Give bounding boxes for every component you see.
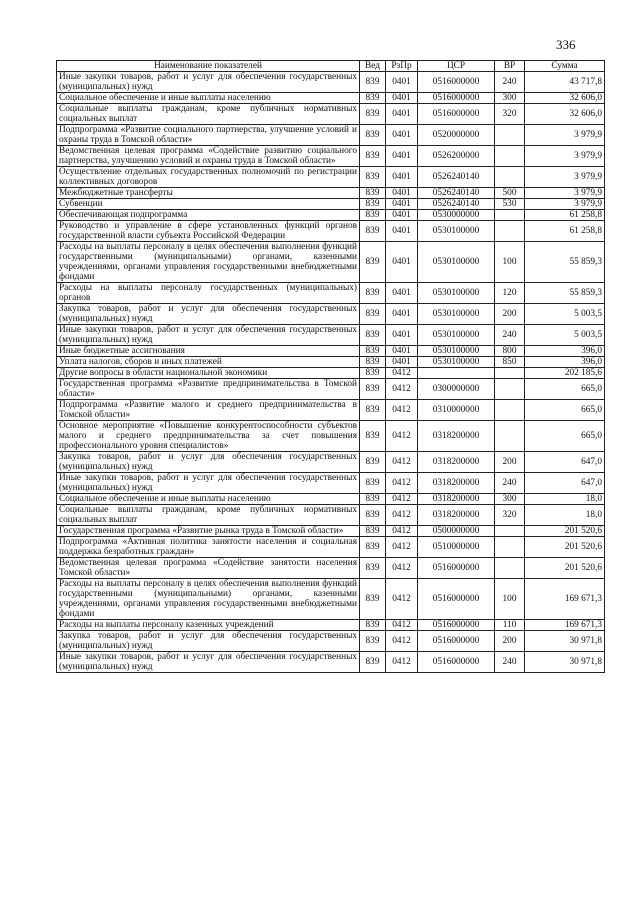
cell-csr: 0520000000: [418, 125, 495, 146]
cell-rzpr: 0412: [386, 400, 418, 421]
cell-name: Уплата налогов, сборов и иных платежей: [57, 357, 360, 368]
cell-csr: 0318200000: [418, 494, 495, 505]
table-row: [57, 652, 605, 673]
cell-csr: 0318200000: [418, 505, 495, 526]
cell-vr: 320: [495, 104, 525, 125]
cell-csr: 0526240140: [418, 188, 495, 199]
table-row: [57, 325, 605, 346]
cell-csr: 0516000000: [418, 579, 495, 620]
cell-sum: 3 979,9: [525, 167, 605, 188]
cell-vr: 240: [495, 325, 525, 346]
cell-name: Расходы на выплаты персоналу в целях обеспечения выполнения функций государственными (муниципальными) органами, казенными учреждениями, органами управления государственными внебюджетными фондами: [57, 579, 360, 620]
cell-rzpr: 0401: [386, 304, 418, 325]
cell-vr: 200: [495, 452, 525, 473]
cell-name: Иные закупки товаров, работ и услуг для обеспечения государственных (муниципальных) нужд: [57, 325, 360, 346]
cell-rzpr: 0401: [386, 167, 418, 188]
cell-vr: [495, 400, 525, 421]
cell-name: Ведомственная целевая программа «Содействие занятости населения Томской области»: [57, 558, 360, 579]
cell-rzpr: 0412: [386, 579, 418, 620]
cell-csr: 0530100000: [418, 325, 495, 346]
cell-csr: 0318200000: [418, 452, 495, 473]
cell-name: Основное мероприятие «Повышение конкурентоспособности субъектов малого и среднего предпринимательства за счет повышения профессионального уровня специалистов»: [57, 421, 360, 452]
cell-vr: 500: [495, 188, 525, 199]
cell-vr: [495, 167, 525, 188]
cell-name: Иные закупки товаров, работ и услуг для обеспечения государственных (муниципальных) нужд: [57, 473, 360, 494]
budget-table: [56, 60, 605, 673]
table-row: [57, 283, 605, 304]
cell-sum: 32 606,0: [525, 104, 605, 125]
cell-rzpr: 0412: [386, 368, 418, 379]
table-row: [57, 221, 605, 242]
cell-ved: 839: [360, 199, 386, 210]
cell-ved: 839: [360, 579, 386, 620]
cell-rzpr: 0412: [386, 526, 418, 537]
table-row: [57, 505, 605, 526]
cell-rzpr: 0412: [386, 452, 418, 473]
cell-sum: 201 520,6: [525, 537, 605, 558]
cell-sum: 43 717,8: [525, 72, 605, 93]
cell-ved: 839: [360, 72, 386, 93]
cell-sum: 665,0: [525, 421, 605, 452]
cell-csr: 0530100000: [418, 221, 495, 242]
cell-csr: 0516000000: [418, 558, 495, 579]
cell-name: Расходы на выплаты персоналу казенных учреждений: [57, 620, 360, 631]
cell-vr: [495, 125, 525, 146]
cell-name: Закупка товаров, работ и услуг для обеспечения государственных (муниципальных) нужд: [57, 631, 360, 652]
cell-rzpr: 0401: [386, 125, 418, 146]
cell-vr: [495, 146, 525, 167]
cell-sum: 61 258,8: [525, 221, 605, 242]
cell-name: Социальное обеспечение и иные выплаты населению: [57, 494, 360, 505]
cell-sum: 3 979,9: [525, 188, 605, 199]
cell-sum: 169 671,3: [525, 579, 605, 620]
cell-sum: 647,0: [525, 452, 605, 473]
table-row: [57, 558, 605, 579]
cell-sum: 396,0: [525, 357, 605, 368]
table-row: [57, 242, 605, 283]
table-row: [57, 368, 605, 379]
cell-vr: 320: [495, 505, 525, 526]
cell-vr: 850: [495, 357, 525, 368]
cell-csr: 0530100000: [418, 357, 495, 368]
cell-ved: 839: [360, 505, 386, 526]
cell-name: Ведомственная целевая программа «Содействие развитию социального партнерства, улучшению условий и охраны труда в Томской области»: [57, 146, 360, 167]
cell-vr: [495, 558, 525, 579]
cell-sum: 169 671,3: [525, 620, 605, 631]
cell-ved: 839: [360, 379, 386, 400]
cell-ved: 839: [360, 221, 386, 242]
cell-ved: 839: [360, 125, 386, 146]
cell-vr: [495, 221, 525, 242]
header-rzpr: РзПр: [386, 61, 418, 72]
cell-sum: 201 520,6: [525, 526, 605, 537]
cell-sum: 5 003,5: [525, 304, 605, 325]
cell-sum: 3 979,9: [525, 146, 605, 167]
cell-csr: 0530100000: [418, 346, 495, 357]
header-ved: Вед: [360, 61, 386, 72]
table-row: [57, 379, 605, 400]
cell-name: Обеспечивающая подпрограмма: [57, 210, 360, 221]
cell-csr: 0318200000: [418, 473, 495, 494]
table-row: [57, 537, 605, 558]
cell-vr: 120: [495, 283, 525, 304]
cell-ved: 839: [360, 494, 386, 505]
cell-ved: 839: [360, 537, 386, 558]
cell-rzpr: 0412: [386, 558, 418, 579]
cell-rzpr: 0401: [386, 283, 418, 304]
cell-sum: 665,0: [525, 379, 605, 400]
cell-vr: [495, 368, 525, 379]
header-row: [57, 61, 605, 72]
cell-ved: 839: [360, 368, 386, 379]
cell-rzpr: 0412: [386, 379, 418, 400]
cell-rzpr: 0401: [386, 357, 418, 368]
table-row: [57, 494, 605, 505]
cell-name: Государственная программа «Развитие предпринимательства в Томской области»: [57, 379, 360, 400]
cell-sum: 32 606,0: [525, 93, 605, 104]
cell-ved: 839: [360, 473, 386, 494]
page-number: 336: [556, 37, 576, 52]
cell-name: Иные закупки товаров, работ и услуг для обеспечения государственных (муниципальных) нужд: [57, 652, 360, 673]
cell-ved: 839: [360, 558, 386, 579]
cell-sum: 18,0: [525, 494, 605, 505]
cell-ved: 839: [360, 188, 386, 199]
cell-name: Социальные выплаты гражданам, кроме публичных нормативных социальных выплат: [57, 104, 360, 125]
cell-name: Иные бюджетные ассигнования: [57, 346, 360, 357]
cell-csr: 0516000000: [418, 104, 495, 125]
cell-ved: 839: [360, 652, 386, 673]
cell-rzpr: 0401: [386, 221, 418, 242]
table-row: [57, 210, 605, 221]
cell-sum: 647,0: [525, 473, 605, 494]
table-row: [57, 579, 605, 620]
cell-name: Подпрограмма «Развитие социального партнерства, улучшение условий и охраны труда в Томской области»: [57, 125, 360, 146]
cell-sum: 5 003,5: [525, 325, 605, 346]
cell-name: Иные закупки товаров, работ и услуг для обеспечения государственных (муниципальных) нужд: [57, 72, 360, 93]
cell-ved: 839: [360, 526, 386, 537]
table-row: [57, 104, 605, 125]
cell-rzpr: 0401: [386, 93, 418, 104]
cell-name: Закупка товаров, работ и услуг для обеспечения государственных (муниципальных) нужд: [57, 452, 360, 473]
table-row: [57, 400, 605, 421]
cell-rzpr: 0401: [386, 104, 418, 125]
cell-rzpr: 0412: [386, 620, 418, 631]
cell-vr: 200: [495, 304, 525, 325]
cell-rzpr: 0412: [386, 473, 418, 494]
cell-ved: 839: [360, 631, 386, 652]
table-row: [57, 452, 605, 473]
cell-rzpr: 0401: [386, 210, 418, 221]
cell-rzpr: 0401: [386, 72, 418, 93]
cell-vr: 100: [495, 579, 525, 620]
cell-rzpr: 0412: [386, 421, 418, 452]
cell-name: Подпрограмма «Развитие малого и среднего предпринимательства в Томской области»: [57, 400, 360, 421]
cell-ved: 839: [360, 283, 386, 304]
cell-ved: 839: [360, 346, 386, 357]
cell-rzpr: 0401: [386, 242, 418, 283]
table-row: [57, 346, 605, 357]
cell-ved: 839: [360, 421, 386, 452]
table-row: [57, 188, 605, 199]
cell-sum: 202 185,6: [525, 368, 605, 379]
table-row: [57, 199, 605, 210]
cell-name: Субвенции: [57, 199, 360, 210]
cell-csr: 0516000000: [418, 93, 495, 104]
cell-rzpr: 0401: [386, 146, 418, 167]
table-row: [57, 526, 605, 537]
cell-name: Осуществление отдельных государственных полномочий по регистрации коллективных договоров: [57, 167, 360, 188]
cell-rzpr: 0401: [386, 325, 418, 346]
cell-name: Расходы на выплаты персоналу государственных (муниципальных) органов: [57, 283, 360, 304]
cell-ved: 839: [360, 357, 386, 368]
cell-name: Руководство и управление в сфере установленных функций органов государственной власти субъекта Российской Федерации: [57, 221, 360, 242]
cell-ved: 839: [360, 146, 386, 167]
cell-vr: 300: [495, 494, 525, 505]
cell-csr: 0526240140: [418, 167, 495, 188]
cell-rzpr: 0412: [386, 494, 418, 505]
cell-name: Другие вопросы в области национальной экономики: [57, 368, 360, 379]
table-row: [57, 620, 605, 631]
cell-vr: 240: [495, 72, 525, 93]
cell-vr: [495, 421, 525, 452]
cell-vr: 530: [495, 199, 525, 210]
cell-rzpr: 0412: [386, 505, 418, 526]
table-row: [57, 146, 605, 167]
table-row: [57, 72, 605, 93]
cell-vr: 240: [495, 652, 525, 673]
cell-sum: 61 258,8: [525, 210, 605, 221]
cell-csr: 0300000000: [418, 379, 495, 400]
cell-csr: 0530100000: [418, 283, 495, 304]
table-row: [57, 473, 605, 494]
cell-sum: 18,0: [525, 505, 605, 526]
cell-csr: 0500000000: [418, 526, 495, 537]
table-row: [57, 304, 605, 325]
header-csr: ЦСР: [418, 61, 495, 72]
cell-csr: [418, 368, 495, 379]
cell-csr: 0516000000: [418, 72, 495, 93]
cell-sum: 55 859,3: [525, 242, 605, 283]
cell-vr: 100: [495, 242, 525, 283]
cell-ved: 839: [360, 452, 386, 473]
cell-sum: 3 979,9: [525, 199, 605, 210]
cell-ved: 839: [360, 400, 386, 421]
cell-rzpr: 0412: [386, 631, 418, 652]
cell-ved: 839: [360, 620, 386, 631]
cell-rzpr: 0412: [386, 537, 418, 558]
cell-vr: 200: [495, 631, 525, 652]
table-row: [57, 357, 605, 368]
cell-name: Расходы на выплаты персоналу в целях обеспечения выполнения функций государственными (муниципальными) органами, казенными учреждениями, органами управления государственными внебюджетными фондами: [57, 242, 360, 283]
cell-csr: 0530000000: [418, 210, 495, 221]
cell-ved: 839: [360, 167, 386, 188]
table-header: [57, 61, 605, 72]
cell-csr: 0530100000: [418, 304, 495, 325]
cell-vr: 240: [495, 473, 525, 494]
cell-vr: 110: [495, 620, 525, 631]
cell-sum: 396,0: [525, 346, 605, 357]
cell-sum: 30 971,8: [525, 652, 605, 673]
table-row: [57, 125, 605, 146]
cell-sum: 55 859,3: [525, 283, 605, 304]
table-row: [57, 631, 605, 652]
cell-vr: [495, 537, 525, 558]
cell-sum: 201 520,6: [525, 558, 605, 579]
cell-vr: [495, 210, 525, 221]
cell-sum: 30 971,8: [525, 631, 605, 652]
cell-name: Закупка товаров, работ и услуг для обеспечения государственных (муниципальных) нужд: [57, 304, 360, 325]
cell-csr: 0310000000: [418, 400, 495, 421]
table-body: [57, 72, 605, 673]
cell-ved: 839: [360, 210, 386, 221]
header-vr: ВР: [495, 61, 525, 72]
cell-ved: 839: [360, 325, 386, 346]
cell-sum: 3 979,9: [525, 125, 605, 146]
header-name: Наименование показателей: [57, 61, 360, 72]
table-row: [57, 93, 605, 104]
cell-csr: 0526240140: [418, 199, 495, 210]
cell-rzpr: 0401: [386, 188, 418, 199]
cell-name: Социальные выплаты гражданам, кроме публичных нормативных социальных выплат: [57, 505, 360, 526]
cell-name: Межбюджетные трансферты: [57, 188, 360, 199]
cell-csr: 0516000000: [418, 652, 495, 673]
cell-vr: [495, 526, 525, 537]
cell-ved: 839: [360, 93, 386, 104]
cell-vr: 300: [495, 93, 525, 104]
table-row: [57, 421, 605, 452]
cell-csr: 0526200000: [418, 146, 495, 167]
cell-name: Государственная программа «Развитие рынка труда в Томской области»: [57, 526, 360, 537]
table-row: [57, 167, 605, 188]
cell-csr: 0530100000: [418, 242, 495, 283]
cell-ved: 839: [360, 304, 386, 325]
cell-csr: 0510000000: [418, 537, 495, 558]
cell-rzpr: 0401: [386, 346, 418, 357]
cell-ved: 839: [360, 104, 386, 125]
cell-sum: 665,0: [525, 400, 605, 421]
cell-csr: 0318200000: [418, 421, 495, 452]
header-sum: Сумма: [525, 61, 605, 72]
cell-name: Подпрограмма «Активная политика занятости населения и социальная поддержка безработных граждан»: [57, 537, 360, 558]
cell-vr: 800: [495, 346, 525, 357]
cell-name: Социальное обеспечение и иные выплаты населению: [57, 93, 360, 104]
cell-vr: [495, 379, 525, 400]
cell-csr: 0516000000: [418, 620, 495, 631]
cell-rzpr: 0412: [386, 652, 418, 673]
cell-rzpr: 0401: [386, 199, 418, 210]
cell-ved: 839: [360, 242, 386, 283]
cell-csr: 0516000000: [418, 631, 495, 652]
